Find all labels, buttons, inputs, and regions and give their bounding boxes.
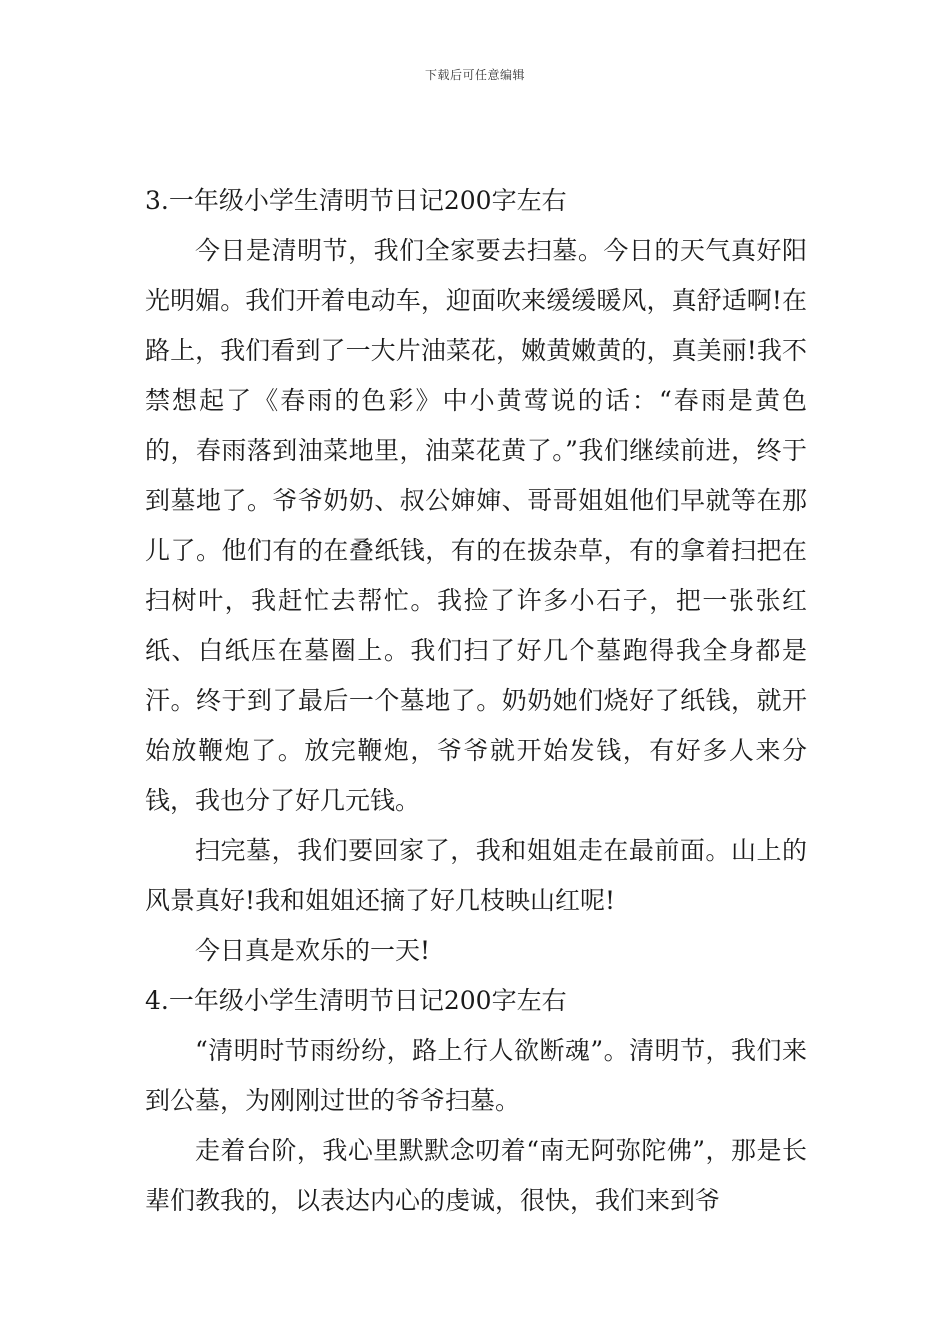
paragraph: 走着台阶，我心里默默念叨着“南无阿弥陀佛”，那是长辈们教我的，以表达内心的虔诚，很快，我们来到爷	[145, 1136, 807, 1215]
section-title: 3.一年级小学生清明节日记200字左右	[145, 186, 567, 215]
paragraph: 扫完墓，我们要回家了，我和姐姐走在最前面。山上的风景真好!我和姐姐还摘了好几枝映山红呢!	[145, 836, 807, 915]
diary-section-4	[145, 976, 807, 1226]
section-title: 4.一年级小学生清明节日记200字左右	[145, 986, 567, 1015]
header-note: 下载后可任意编辑	[424, 68, 525, 82]
paragraph: 今日真是欢乐的一天!	[195, 936, 431, 965]
paragraph: 今日是清明节，我们全家要去扫墓。今日的天气真好阳光明媚。我们开着电动车，迎面吹来缓缓暖风，真舒适啊!在路上，我们看到了一大片油菜花，嫩黄嫩黄的，真美丽!我不禁想起了《春雨的色彩》中小黄莺说的话：“春雨是黄色的，春雨落到油菜地里，油菜花黄了。”我们继续前进，终于到墓地了。爷爷奶奶、叔公婶婶、哥哥姐姐他们早就等在那儿了。他们有的在叠纸钱，有的在拔杂草，有的拿着扫把在扫树叶，我赶忙去帮忙。我捡了许多小石子，把一张张红纸、白纸压在墓圈上。我们扫了好几个墓跑得我全身都是汗。终于到了最后一个墓地了。奶奶她们烧好了纸钱，就开始放鞭炮了。放完鞭炮，爷爷就开始发钱，有好多人来分钱，我也分了好几元钱。	[145, 236, 807, 815]
diary-section-3	[145, 176, 807, 976]
document-body	[145, 176, 807, 1226]
paragraph: “清明时节雨纷纷，路上行人欲断魂”。清明节，我们来到公墓，为刚刚过世的爷爷扫墓。	[145, 1036, 807, 1115]
